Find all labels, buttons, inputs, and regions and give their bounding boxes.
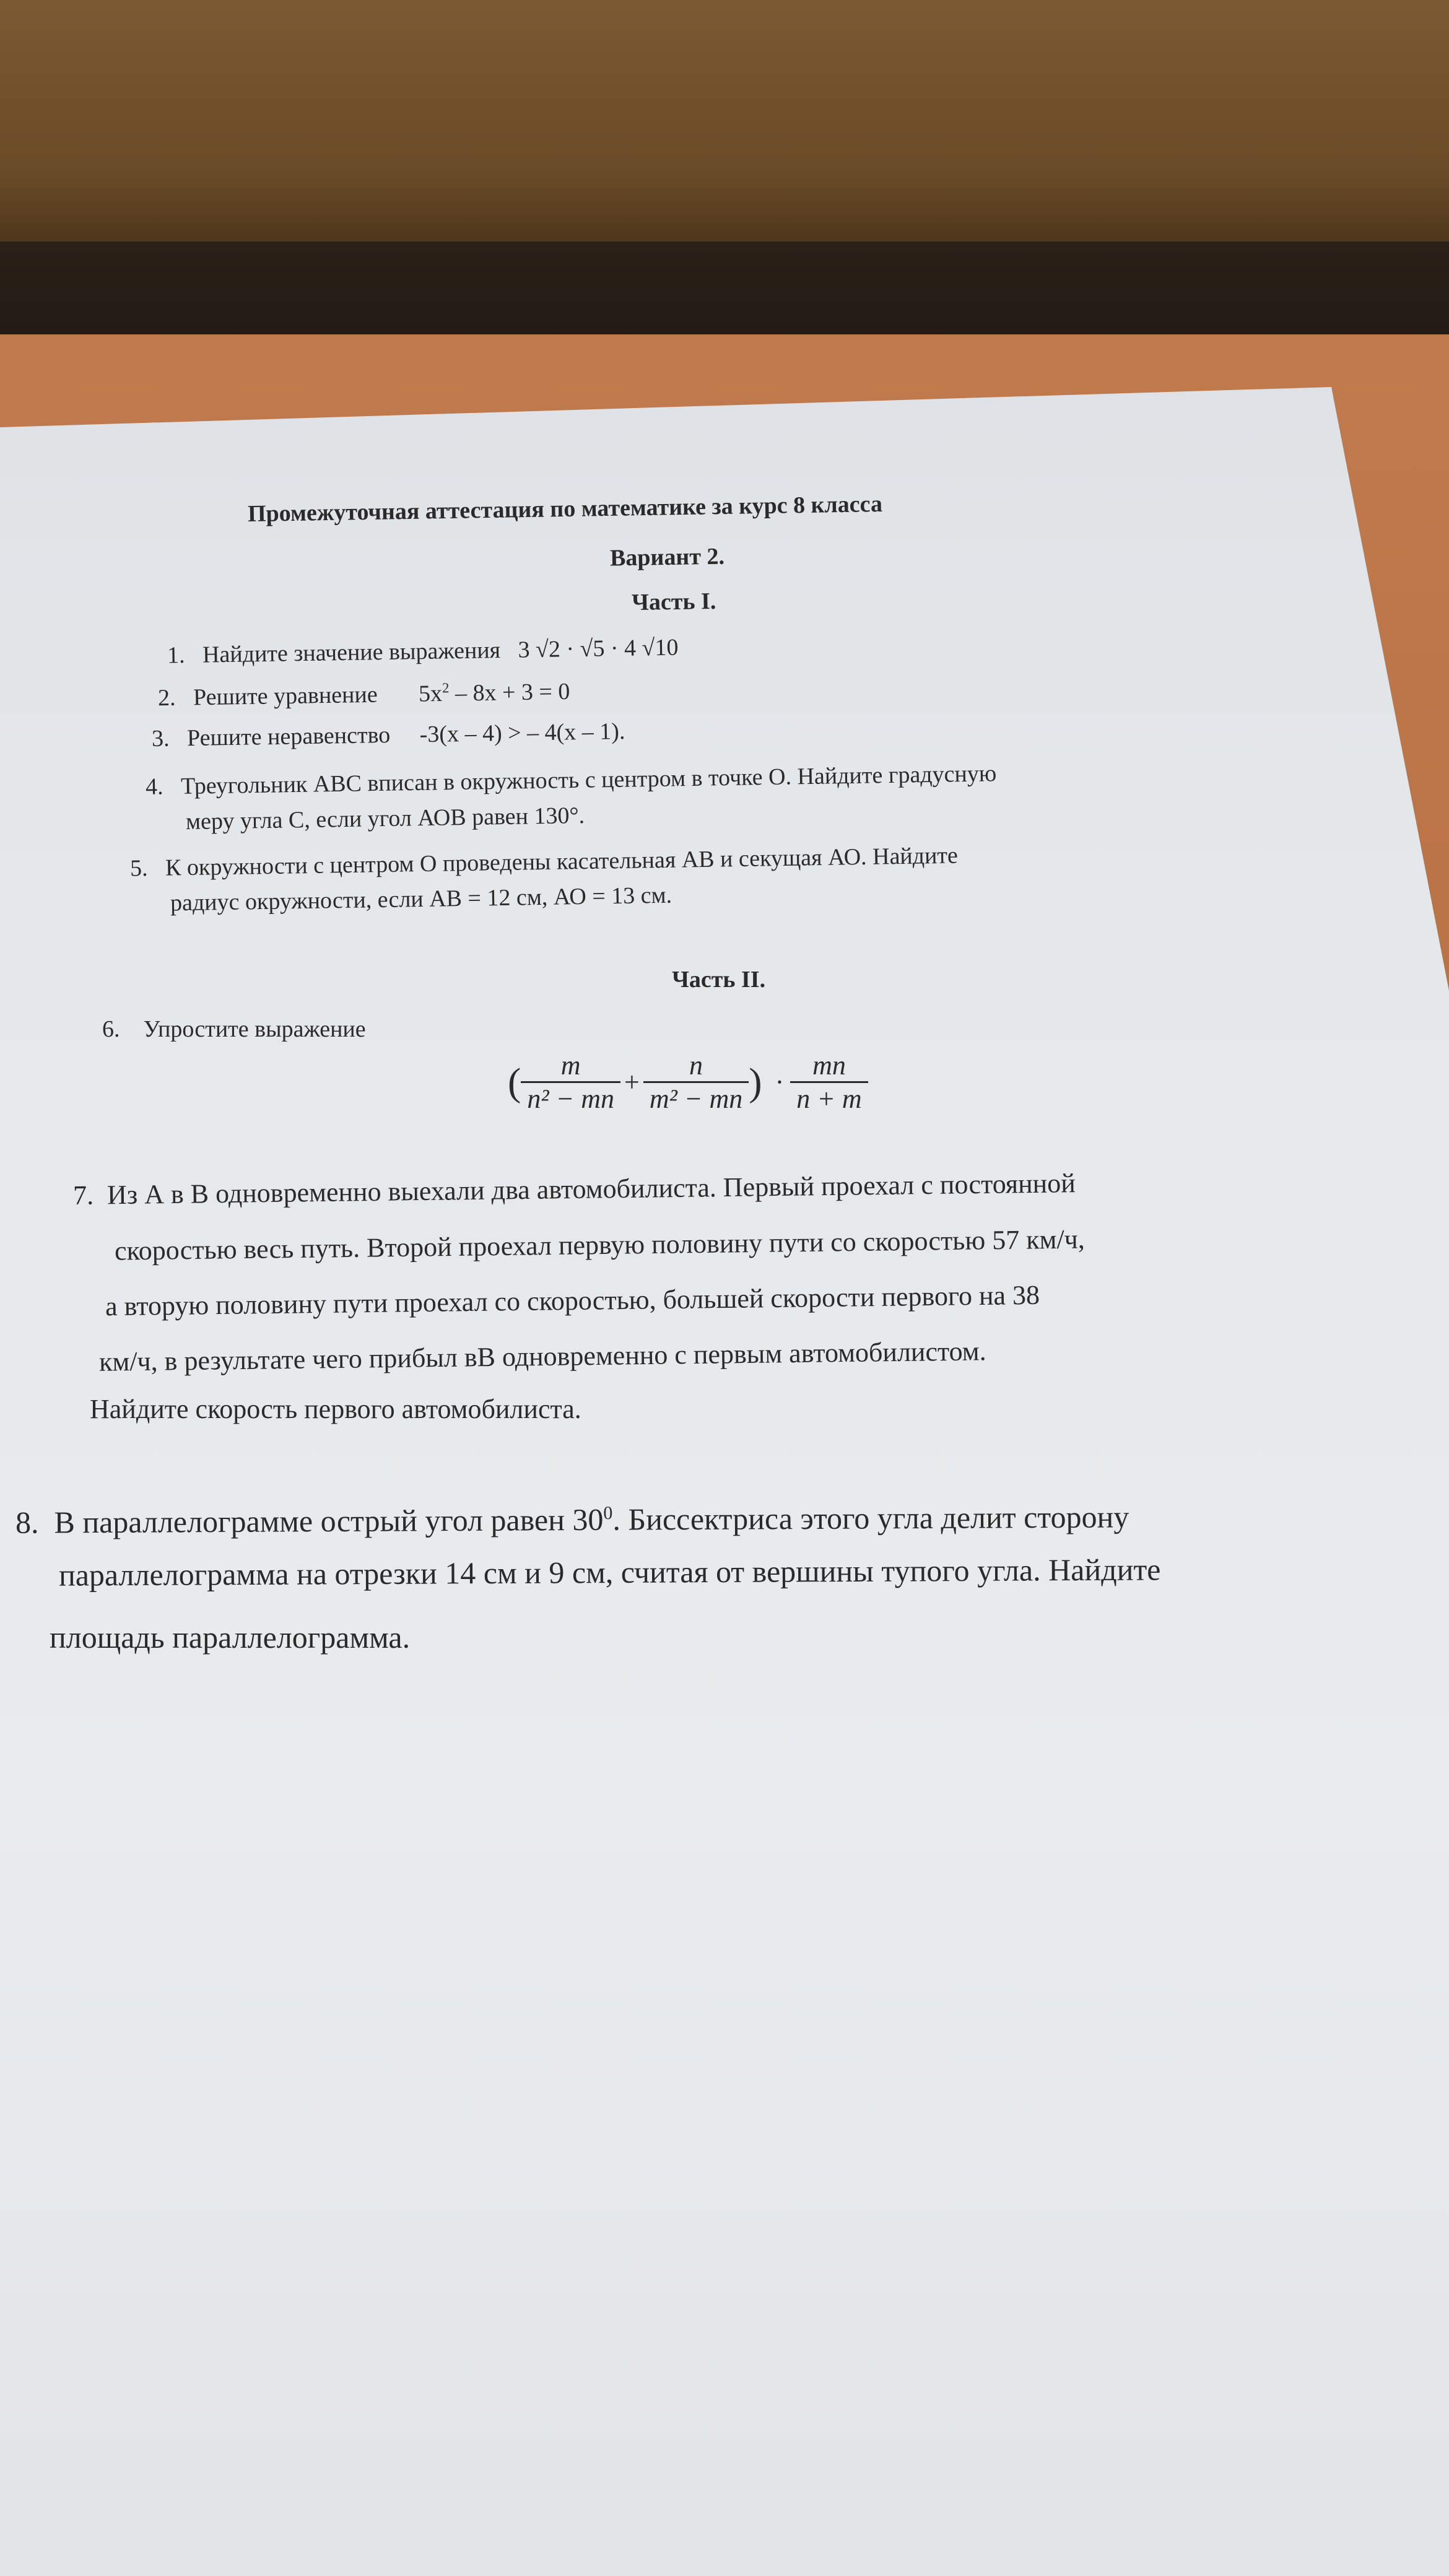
task-7-number: 7.: [72, 1180, 94, 1211]
part1-heading: Часть I.: [631, 588, 716, 616]
task-5-line-2: радиус окружности, если АВ = 12 см, АО = 13 см.: [170, 882, 672, 916]
fraction-2: $\frac{n}{\text{m² − mn}}$: [643, 1050, 749, 1115]
task-8-line-1: 8. В параллелограмме острый угол равен $30^0$. Биссектриса этого угла делит сторону: [15, 1499, 1129, 1540]
task-8-line-3: площадь параллелограмма.: [50, 1620, 411, 1655]
task-1-expression: 3 √2 · √5 · 4 √10: [518, 634, 679, 663]
document-title: Промежуточная аттестация по математике за курс 8 класса: [247, 490, 883, 528]
task-6-text: Упростите выражение: [143, 1016, 366, 1042]
task-7-line-1: 7. Из А в В одновременно выехали два автомобилиста. Первый проехал с постоянной: [72, 1168, 1076, 1211]
task-3-expression: -3(x – 4) > – 4(x – 1).: [419, 718, 625, 748]
task-1: [167, 634, 679, 669]
task-4-number: 4.: [145, 773, 163, 800]
task-6: [102, 1016, 366, 1043]
task-7-line-2: скоростью весь путь. Второй проехал первую половину пути со скоростью 57 км/ч,: [114, 1224, 1086, 1266]
task-8-number: 8.: [15, 1505, 39, 1540]
task-5-number: 5.: [129, 855, 148, 882]
task-6-expression: ( $\frac{m}{\text{n² − mn}}$ + $\frac{n}{\text{m² − mn}}$ ) · $\frac{mn}{n + m}$: [508, 1050, 868, 1115]
task-1-number: 1.: [167, 642, 185, 669]
task-8-line-2: параллелограмма на отрезки 14 см и 9 см, считая от вершины тупого угла. Найдите: [58, 1552, 1161, 1593]
task-3-number: 3.: [151, 725, 170, 752]
task-4-line-1: 4. Треугольник АВС вписан в окружность с центром в точке О. Найдите градусную: [145, 760, 997, 800]
task-7-line-3: а вторую половину пути проехал со скоростью, большей скорости первого на 38: [105, 1279, 1040, 1322]
task-4-line-2: меру угла С, если угол АОВ равен 130°.: [185, 802, 585, 835]
task-2-number: 2.: [157, 684, 176, 711]
task-1-text: Найдите значение выражения: [202, 637, 501, 668]
variant-label: Вариант 2.: [609, 543, 725, 572]
part2-heading: Часть II.: [672, 967, 766, 993]
task-2-expression: $5x^2 - 8x + 3 = 0$: [418, 678, 570, 707]
task-2-text: Решите уравнение: [193, 681, 378, 711]
task-7-line-4: км/ч, в результате чего прибыл вВ одновременно с первым автомобилистом.: [98, 1336, 986, 1377]
task-3: [152, 718, 625, 752]
task-2: [158, 678, 570, 711]
fraction-3: $\frac{mn}{n + m}$: [790, 1050, 868, 1115]
task-7-line-5: Найдите скорость первого автомобилиста.: [90, 1394, 581, 1424]
task-6-number: 6.: [102, 1016, 120, 1042]
task-3-text: Решите неравенство: [186, 721, 391, 752]
task-5-line-1: 5. К окружности с центром О проведены касательная АВ и секущая АО. Найдите: [129, 842, 959, 882]
fraction-1: $\frac{m}{\text{n² − mn}}$: [521, 1050, 620, 1115]
